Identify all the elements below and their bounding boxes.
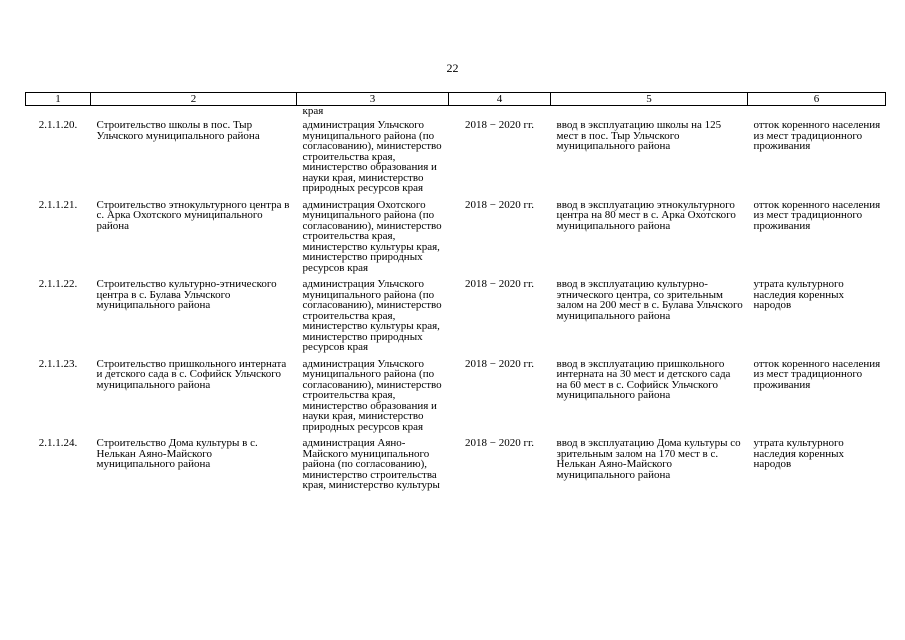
item-executors: администрация Ульчского муниципального района (по согласованию), министерство строительства края, министерство культуры края, министерство природных ресурсов края [302,278,442,353]
table-row [26,120,886,194]
item-risk: отток коренного населения из мест традиционного проживания [753,357,881,391]
item-number: 2.1.1.22. [38,278,78,290]
table-row [26,359,886,433]
item-risk: утрата культурного наследия коренных народов [753,278,845,311]
item-risk: отток коренного населения из мест традиционного проживания [753,198,881,232]
item-name: Строительство пришкольного интерната и детского сада в с. Софийск Ульчского муниципального района [96,357,287,391]
item-result: ввод в эксплуатацию школы на 125 мест в пос. Тыр Ульчского муниципального района [556,119,722,152]
item-result: ввод в эксплуатацию Дома культуры со зрительным залом на 170 мест в с. Нелькан Аяно-Майского муниципального района [556,437,741,481]
item-number: 2.1.1.24. [38,437,78,449]
item-number: 2.1.1.20. [38,119,78,131]
item-name: Строительство этнокультурного центра в с. Арка Охотского муниципального района [96,198,290,232]
column-header: 1 [26,93,91,106]
item-executors: администрация Ульчского муниципального района (по согласованию), министерство строительства края, министерство образования и науки края, министерство природных ресурсов края [302,119,442,194]
item-executors: администрация Охотского муниципального района (по согласованию), министерство строительства края, министерство культуры края, министерство природных ресурсов края [302,198,442,274]
item-risk: утрата культурного наследия коренных народов [753,437,845,470]
item-result: ввод в эксплуатацию культурно-этнического центра, со зрительным залом на 200 мест в с. Булава Ульчского муниципального района [556,278,743,322]
item-result: ввод в эксплуатацию пришкольного интерната на 30 мест и детского сада на 60 мест в с. Софийск Ульчского муниципального района [556,357,731,401]
item-number: 2.1.1.23. [38,357,78,370]
item-period: 2018 − 2020 гг. [465,437,534,449]
item-result: ввод в эксплуатацию этнокультурного центра на 80 мест в с. Арка Охотского муниципального района [556,198,736,232]
item-executors: администрация Аяно-Майского муниципального района (по согласованию), министерство строительства края, министерство культуры [302,437,440,491]
table-row [26,279,886,353]
item-period: 2018 − 2020 гг. [465,357,534,370]
item-period: 2018 − 2020 гг. [465,278,534,290]
item-name: Строительство школы в пос. Тыр Ульчского муниципального района [96,119,260,142]
item-name: Строительство культурно-этнического центра в с. Булава Ульчского муниципального района [96,278,277,311]
item-number: 2.1.1.21. [38,198,78,211]
item-period: 2018 − 2020 гг. [465,119,534,131]
measures-table [25,92,886,491]
column-header: 4 [449,93,551,106]
column-numbers-row [26,93,886,106]
item-name: Строительство Дома культуры в с. Нелькан Аяно-Майского муниципального района [96,437,258,470]
page-number: 22 [446,61,459,75]
table-row [26,438,886,491]
column-header: 6 [748,93,886,106]
column-header: 5 [551,93,748,106]
item-period: 2018 − 2020 гг. [465,198,534,211]
item-executors: администрация Ульчского муниципального района (по согласованию), министерство строительства края, министерство образования и науки края, министерство природных ресурсов края [302,357,442,433]
column-header: 3 [297,93,449,106]
continued-text: края [302,105,324,117]
item-risk: отток коренного населения из мест традиционного проживания [753,119,881,152]
continuation-row [26,106,886,121]
column-header: 2 [91,93,297,106]
table-row [26,200,886,274]
